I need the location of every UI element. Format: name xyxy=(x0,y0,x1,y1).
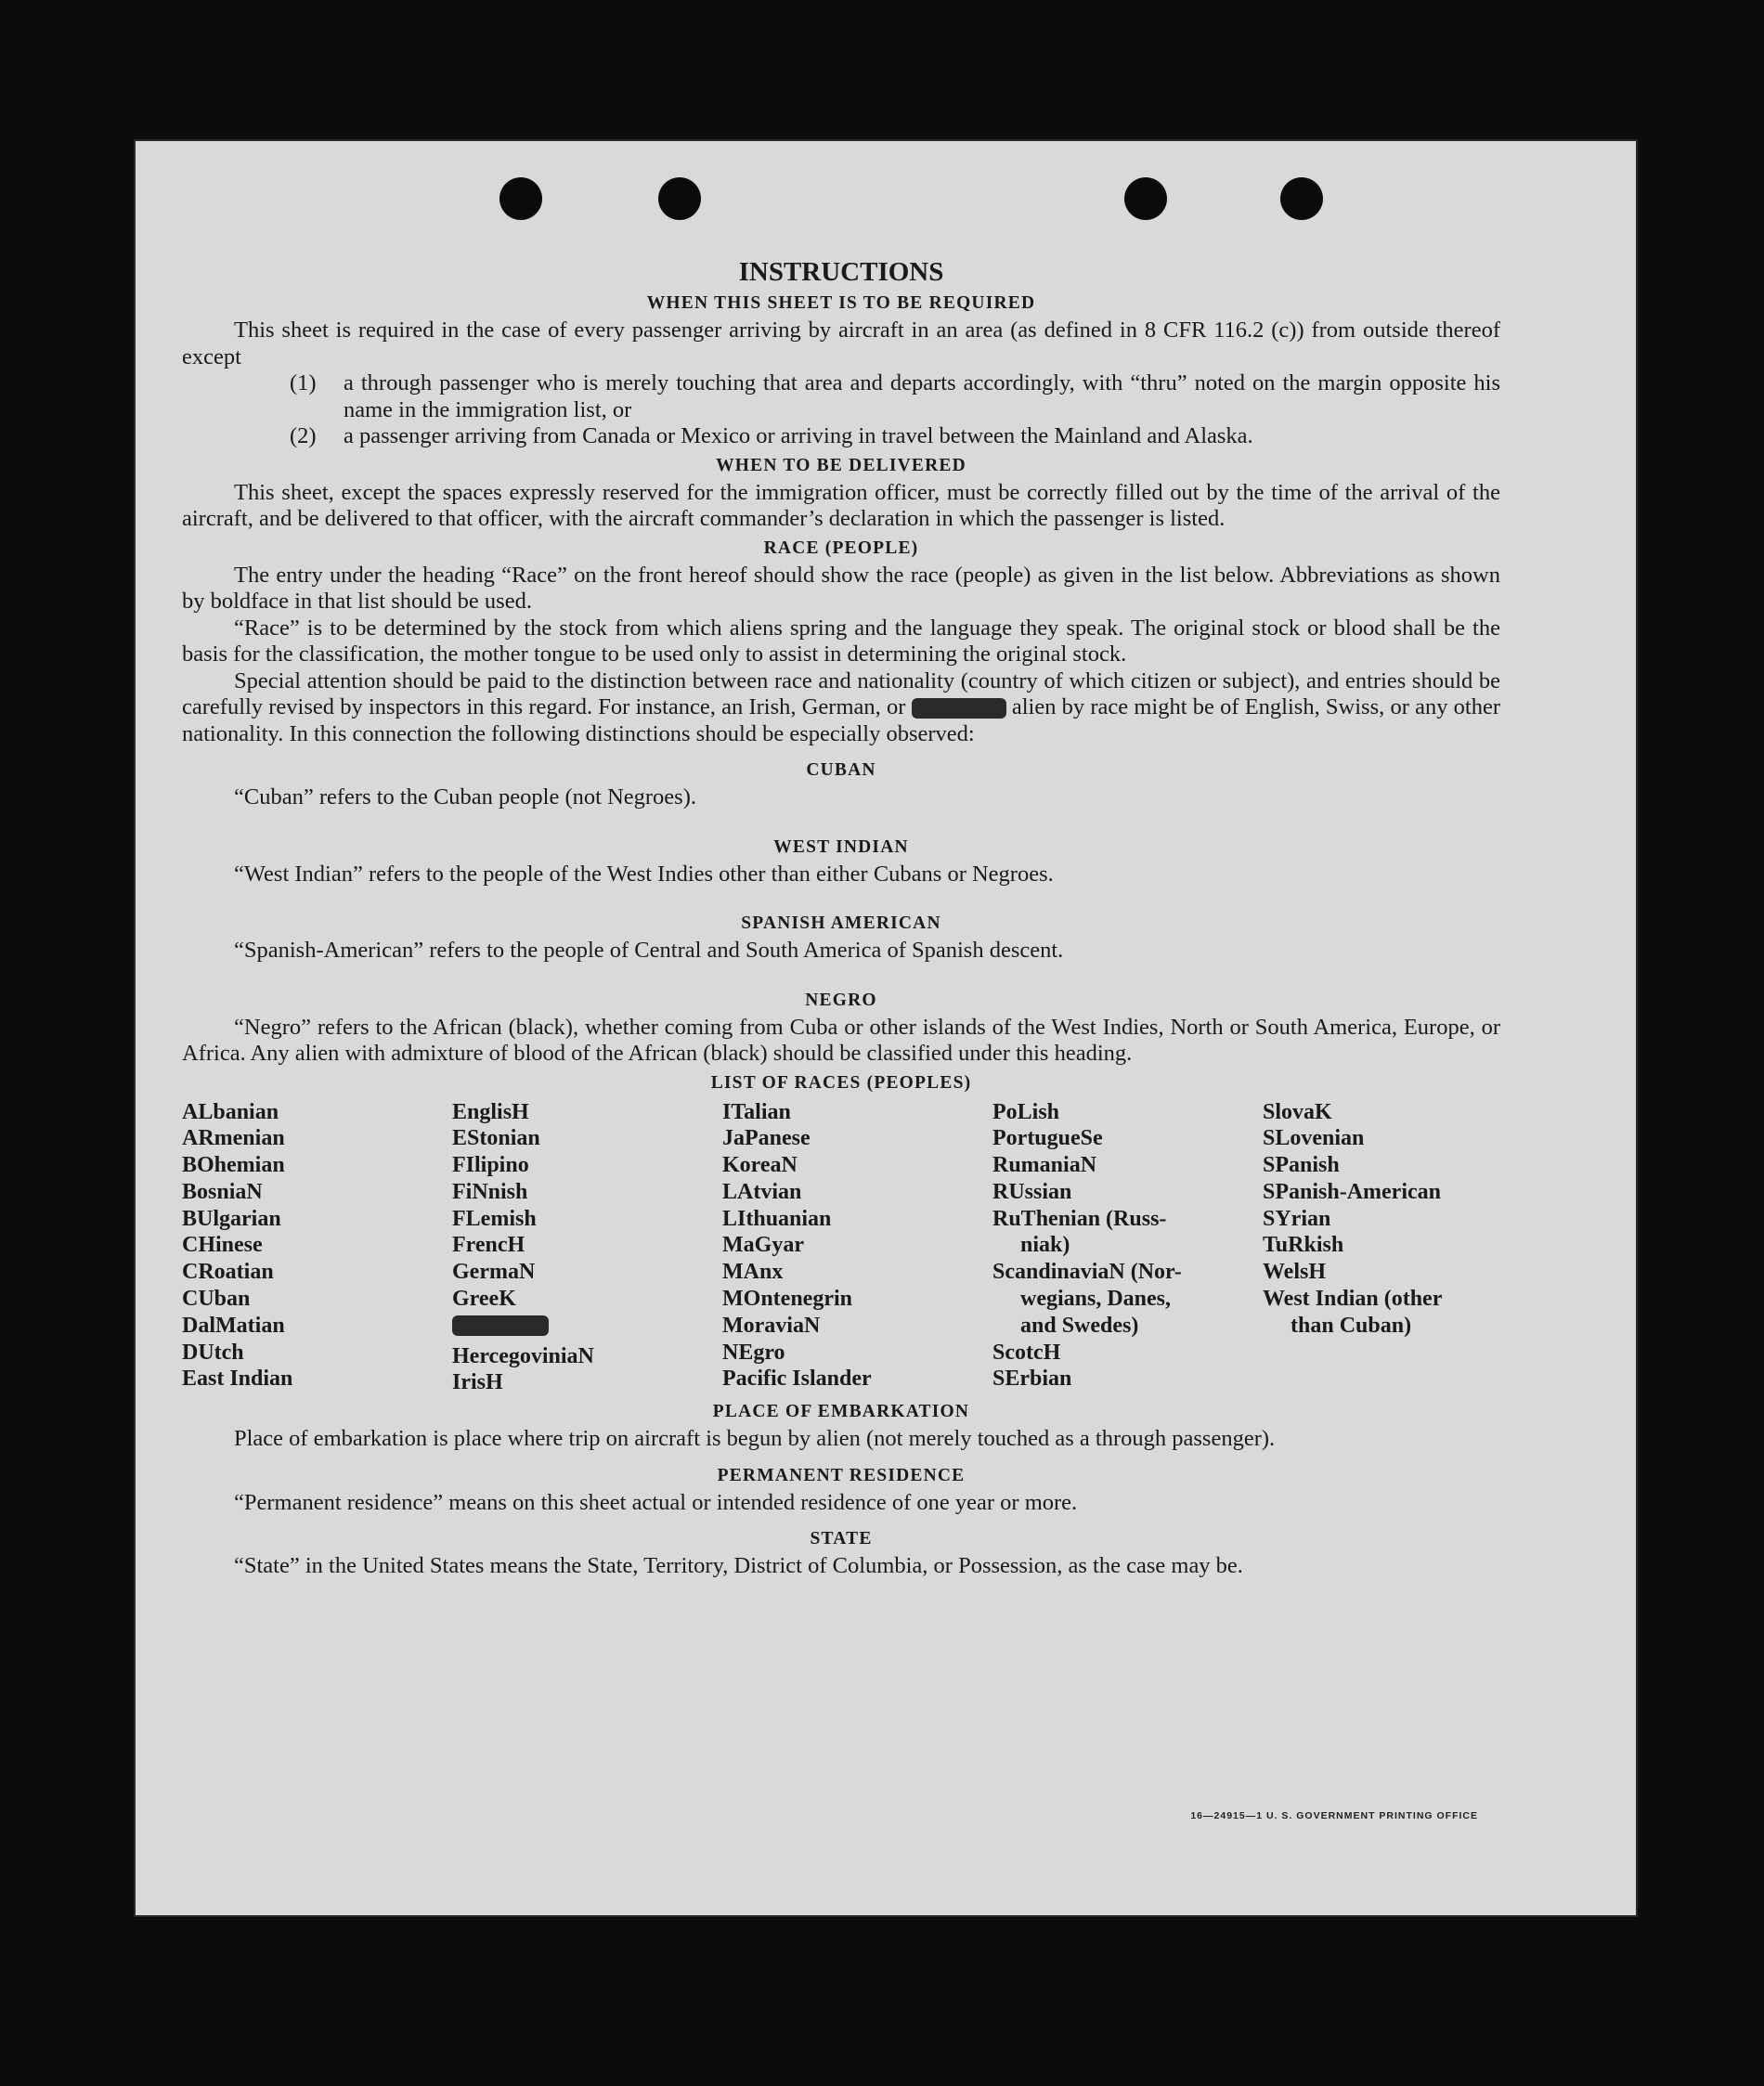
printing-office-code: 16—24915—1 U. S. GOVERNMENT PRINTING OFFICE xyxy=(1190,1810,1478,1821)
race-entry: SLovenian xyxy=(1263,1126,1365,1151)
heading-when-required: WHEN THIS SHEET IS TO BE REQUIRED xyxy=(646,293,1036,313)
race-entry: BUlgarian xyxy=(182,1206,281,1231)
race-entry: EnglisH xyxy=(452,1099,529,1124)
heading-embarkation: PLACE OF EMBARKATION xyxy=(712,1402,970,1422)
race-entry: BOhemian xyxy=(182,1153,285,1178)
instructions-body xyxy=(182,256,1500,1580)
redaction-mark xyxy=(452,1315,549,1336)
paragraph-spanish-american: “Spanish-American” refers to the people of Central and South America of Spanish descent. xyxy=(234,938,1064,963)
race-entry: SlovaK xyxy=(1263,1099,1332,1124)
race-entry: GreeK xyxy=(452,1287,516,1312)
heading-when-delivered: WHEN TO BE DELIVERED xyxy=(716,455,966,475)
race-entry: ALbanian xyxy=(182,1099,279,1124)
paragraph-when-delivered: This sheet, except the spaces expressly reserved for the immigration officer, must be correctly filled out by the time of the arrival of the aircraft, and be delivered to that officer, with the aircraft commander’s declaration in which the passenger is listed. xyxy=(182,479,1500,531)
item-text: a through passenger who is merely touching that area and departs accordingly, with “thru” noted on the margin opposite his name in the immigration list, or xyxy=(344,370,1500,422)
race-entry: CUban xyxy=(182,1287,251,1312)
race-entry: SErbian xyxy=(992,1367,1072,1392)
race-entry: SPanish xyxy=(1263,1153,1340,1178)
race-entry: NEgro xyxy=(722,1340,785,1365)
race-entry: RuThenian (Russ- xyxy=(992,1206,1167,1231)
heading-state: STATE xyxy=(810,1529,873,1549)
race-entry: MOntenegrin xyxy=(722,1287,852,1312)
heading-cuban: CUBAN xyxy=(806,760,876,780)
race-entry: SYrian xyxy=(1263,1206,1331,1231)
races-column xyxy=(452,1099,722,1397)
race-entry: GermaN xyxy=(452,1260,536,1285)
race-entry: niak) xyxy=(1020,1233,1070,1258)
race-entry: MAnx xyxy=(722,1260,784,1285)
race-entry-redacted xyxy=(452,1313,722,1343)
race-entry: MaGyar xyxy=(722,1233,804,1258)
paragraph-residence: “Permanent residence” means on this sheet actual or intended residence of one year or more. xyxy=(234,1489,1078,1515)
race-entry: CRoatian xyxy=(182,1260,274,1285)
race-entry: KoreaN xyxy=(722,1153,798,1178)
document-sheet xyxy=(134,139,1638,1917)
race-entry: PoLish xyxy=(992,1099,1060,1124)
race-entry: HercegoviniaN xyxy=(452,1343,594,1368)
race-entry: FrencH xyxy=(452,1233,525,1258)
item-number: (2) xyxy=(290,423,317,448)
race-entry: ITalian xyxy=(722,1099,791,1124)
race-entry: FiNnish xyxy=(452,1179,528,1204)
paragraph-cuban: “Cuban” refers to the Cuban people (not Negroes). xyxy=(234,784,696,810)
race-entry: Pacific Islander xyxy=(722,1367,872,1392)
race-entry: IrisH xyxy=(452,1370,503,1395)
punch-hole xyxy=(1280,177,1323,220)
race-entry: BosniaN xyxy=(182,1179,263,1204)
race-entry: West Indian (other xyxy=(1263,1287,1443,1312)
race-entry: wegians, Danes, xyxy=(1020,1287,1172,1312)
heading-race: RACE (PEOPLE) xyxy=(763,538,919,558)
race-entry: CHinese xyxy=(182,1233,263,1258)
race-entry: WelsH xyxy=(1263,1260,1327,1285)
races-table xyxy=(182,1099,1500,1397)
race-entry: TuRkish xyxy=(1263,1233,1344,1258)
paragraph-race-3-end: alien by race might be of English, Swiss, or any other nationality. In this connection the following distinctions should be especially observed: xyxy=(182,694,1500,746)
paragraph-race-1: The entry under the heading “Race” on the front hereof should show the race (people) as given in the list below. Abbreviations as shown by boldface in that list should be used. xyxy=(182,562,1500,614)
paragraph-race-3 xyxy=(182,668,1500,748)
punch-hole xyxy=(499,177,542,220)
race-entry: JaPanese xyxy=(722,1126,811,1151)
heading-west-indian: WEST INDIAN xyxy=(773,836,909,857)
page-title: INSTRUCTIONS xyxy=(738,257,944,287)
paragraph-negro: “Negro” refers to the African (black), whether coming from Cuba or other islands of the West Indies, North or South America, Europe, or Africa. Any alien with admixture of blood of the African (black) should be classified under this heading. xyxy=(182,1014,1500,1066)
race-entry: ScotcH xyxy=(992,1340,1061,1365)
race-entry: PortugueSe xyxy=(992,1126,1103,1151)
paragraph-when-required: This sheet is required in the case of every passenger arriving by aircraft in an area (as defined in 8 CFR 116.2 (c)) from outside thereof except xyxy=(182,317,1500,369)
race-entry: than Cuban) xyxy=(1291,1313,1412,1338)
heading-spanish-american: SPANISH AMERICAN xyxy=(741,913,941,933)
race-entry: FIlipino xyxy=(452,1153,529,1178)
race-entry: FLemish xyxy=(452,1206,537,1231)
race-entry: EStonian xyxy=(452,1126,540,1151)
list-item xyxy=(182,370,1500,423)
punch-hole xyxy=(658,177,701,220)
race-entry: ScandinaviaN (Nor- xyxy=(992,1260,1182,1285)
heading-negro: NEGRO xyxy=(805,990,877,1010)
redaction-mark xyxy=(912,698,1006,719)
race-entry: MoraviaN xyxy=(722,1313,821,1338)
paragraph-race-2: “Race” is to be determined by the stock from which aliens spring and the language they speak. The original stock or blood shall be the basis for the classification, the mother tongue to be used only to assist in determining the original stock. xyxy=(182,615,1500,667)
list-item xyxy=(182,423,1500,450)
race-entry: SPanish-American xyxy=(1263,1179,1441,1204)
races-column xyxy=(992,1099,1263,1397)
race-entry: and Swedes) xyxy=(1020,1313,1139,1338)
heading-residence: PERMANENT RESIDENCE xyxy=(717,1465,966,1485)
punch-hole xyxy=(1124,177,1167,220)
race-entry: DalMatian xyxy=(182,1313,285,1338)
race-entry: East Indian xyxy=(182,1367,293,1392)
race-entry: LAtvian xyxy=(722,1179,802,1204)
race-entry: RUssian xyxy=(992,1179,1072,1204)
races-column xyxy=(1263,1099,1504,1397)
heading-list-of-races: LIST OF RACES (PEOPLES) xyxy=(710,1072,972,1093)
paragraph-embarkation: Place of embarkation is place where trip on aircraft is begun by alien (not merely touched as a through passenger). xyxy=(234,1426,1276,1452)
item-text: a passenger arriving from Canada or Mexico or arriving in travel between the Mainland and Alaska. xyxy=(344,423,1253,448)
paragraph-race-3-start: Special attention should be paid to the distinction between race and nationality (country of which citizen or subject), and entries should be carefully revised by inspectors in this regard. For instance, an Irish, German, or xyxy=(182,667,1500,719)
paragraph-state: “State” in the United States means the State, Territory, District of Columbia, or Possession, as the case may be. xyxy=(234,1553,1243,1579)
race-entry: DUtch xyxy=(182,1340,244,1365)
race-entry: RumaniaN xyxy=(992,1153,1097,1178)
race-entry: LIthuanian xyxy=(722,1206,832,1231)
item-number: (1) xyxy=(290,370,317,395)
race-entry: ARmenian xyxy=(182,1126,285,1151)
races-column xyxy=(182,1099,452,1397)
races-column xyxy=(722,1099,992,1397)
paragraph-west-indian: “West Indian” refers to the people of the West Indies other than either Cubans or Negroes. xyxy=(234,861,1054,887)
